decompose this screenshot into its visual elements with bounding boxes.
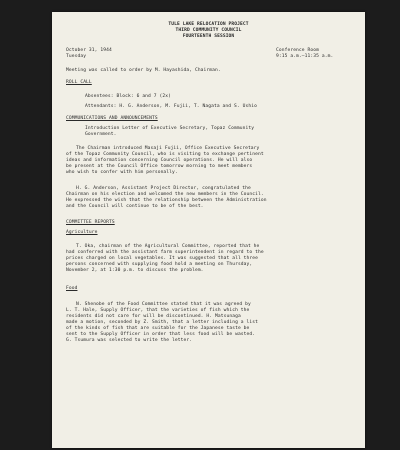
agriculture-line: prices charged on local vegetables. It was suggested that all three	[66, 256, 258, 261]
absentees: Absentees: Block: 6 and 7 (2x)	[85, 94, 171, 99]
agriculture-line: persons concerned with supplying food hold a meeting on Thursday,	[66, 262, 253, 267]
communications-heading: COMMUNICATIONS AND ANNOUNCEMENTS	[66, 116, 158, 121]
meeting-time: 9:15 a.m.—11:35 a.m.	[276, 54, 334, 59]
session-title: FOURTEENTH SESSION	[182, 34, 235, 39]
para2-line: Chairman on his election and welcomed the new members in the Council.	[66, 192, 264, 197]
para1-line: The Chairman introduced Masaji Fujii, Office Executive Secretary	[76, 146, 260, 151]
food-line: N. Shenobe of the Food Committee stated that it was agreed by	[76, 302, 251, 307]
meeting-date: October 31, 1944	[66, 48, 112, 53]
document-page	[52, 12, 365, 448]
agriculture-line: had conferred with the assistant farm superintendent in regard to the	[66, 250, 264, 255]
food-line: L. T. Hale, Supply Officer, that the varieties of fish which the	[66, 308, 250, 313]
para1-line: who wish to confer with him personally.	[66, 170, 178, 175]
agriculture-heading: Agriculture	[66, 230, 98, 235]
food-line: sent to the Supply Officer in order that less food will be wasted.	[66, 332, 256, 337]
food-line: made a motion, seconded by Z. Smith, that a letter including a list	[66, 320, 258, 325]
food-heading: Food	[66, 286, 78, 291]
para1-line: ideas and information concerning Council operations. He will also	[66, 158, 253, 163]
project-title: TULE LAKE RELOCATION PROJECT	[168, 22, 249, 27]
para2-line: He expressed the wish that the relationship between the Administration	[66, 198, 267, 203]
attendants: Attendants: H. G. Anderson, M. Fujii, T. Nagata and S. Ushio	[85, 104, 257, 109]
opening-statement: Meeting was called to order by M. Hayashida, Chairman.	[66, 68, 221, 73]
agriculture-line: November 2, at 1:30 p.m. to discuss the problem.	[66, 268, 204, 273]
agriculture-line: T. Oka, chairman of the Agricultural Committee, reported that he	[76, 244, 260, 249]
intro-letter-line-2: Government.	[85, 132, 117, 137]
para1-line: of the Topaz Community Council, who is visiting to exchange pertinent	[66, 152, 264, 157]
roll-call-heading: ROLL CALL	[66, 80, 92, 85]
meeting-day: Tuesday	[66, 54, 87, 59]
para1-line: be present at the Council Office tomorrow morning to meet members	[66, 164, 253, 169]
food-line: G. Tsumura was selected to write the letter.	[66, 338, 193, 343]
para2-line: and the Council will continue to be of the best.	[66, 204, 204, 209]
food-line: residents did not care for will be discontinued. H. Matsunaga	[66, 314, 241, 319]
para2-line: H. G. Anderson, Assistant Project Director, congratulated the	[76, 186, 251, 191]
food-line: of the kinds of fish that are suitable for the Japanese taste be	[66, 326, 250, 331]
committee-reports-heading: COMMITTEE REPORTS	[66, 220, 115, 225]
council-title: THIRD COMMUNITY COUNCIL	[175, 28, 242, 33]
intro-letter-line-1: Introduction Letter of Executive Secretary, Topaz Community	[85, 126, 255, 131]
meeting-room: Conference Room	[276, 48, 319, 53]
